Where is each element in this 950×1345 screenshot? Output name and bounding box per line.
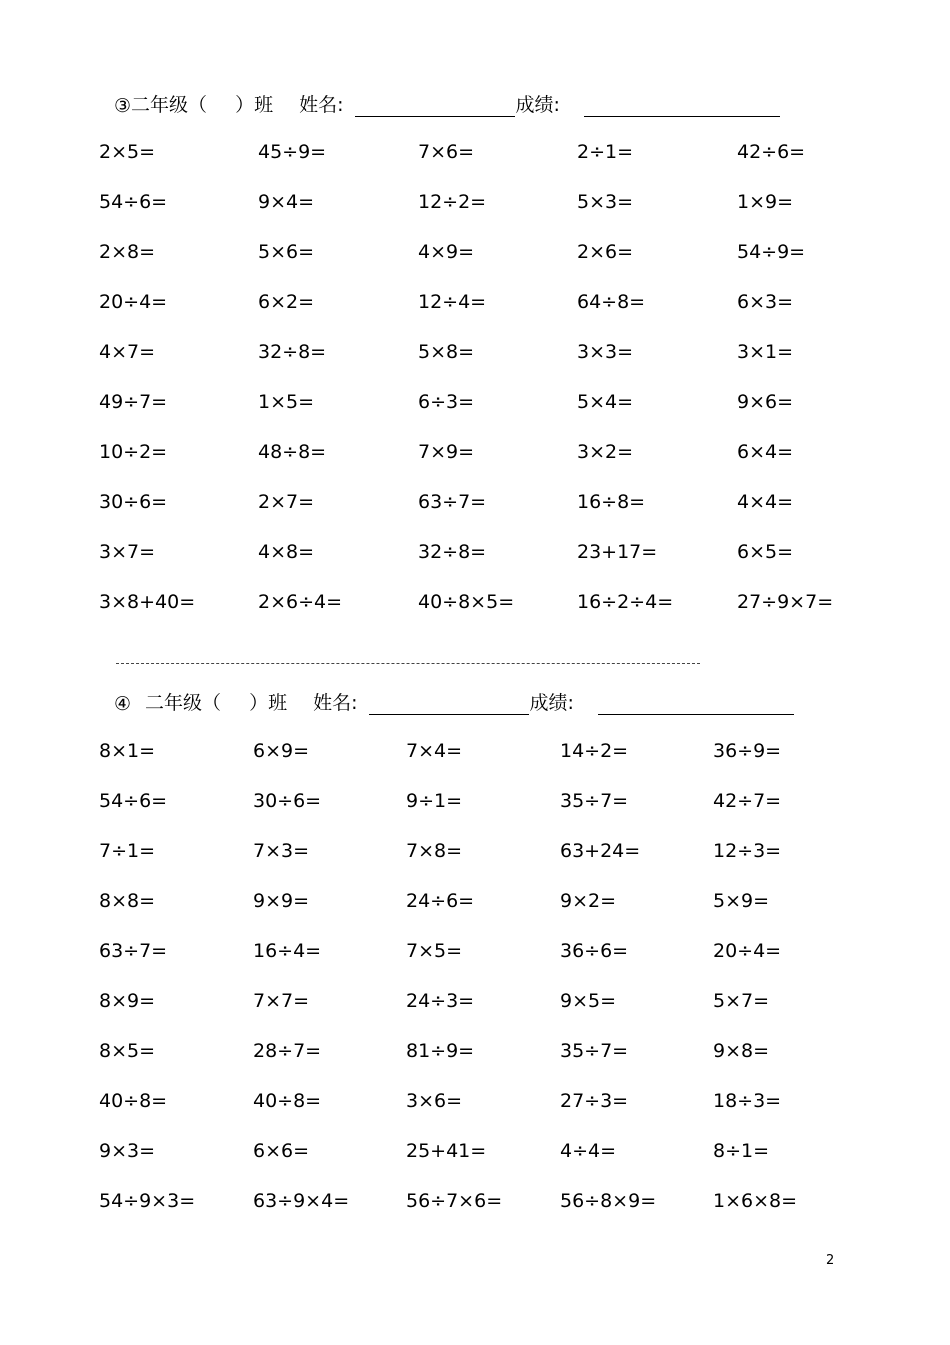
- math-problem: 63÷7=: [418, 491, 487, 513]
- name-blank[interactable]: [369, 694, 529, 715]
- math-problem: 7×9=: [418, 441, 475, 463]
- math-problem: 3×8+40=: [99, 591, 196, 613]
- math-problem: 7×4=: [406, 740, 463, 762]
- math-problem: 9×9=: [253, 890, 310, 912]
- math-problem: 9×2=: [560, 890, 617, 912]
- math-problem: 24÷3=: [406, 990, 475, 1012]
- grade-label: 二年级（: [145, 692, 222, 714]
- math-problem: 25+41=: [406, 1140, 487, 1162]
- math-problem: 20÷4=: [99, 291, 168, 313]
- math-problem: 40÷8=: [253, 1090, 322, 1112]
- math-problem: 24÷6=: [406, 890, 475, 912]
- math-problem: 28÷7=: [253, 1040, 322, 1062]
- math-problem: 23+17=: [577, 541, 658, 563]
- math-problem: 63÷9×4=: [253, 1190, 350, 1212]
- section-number: ③: [114, 95, 132, 117]
- math-problem: 42÷7=: [713, 790, 782, 812]
- math-problem: 9÷1=: [406, 790, 463, 812]
- math-problem: 7×8=: [406, 840, 463, 862]
- math-problem: 54÷9×3=: [99, 1190, 196, 1212]
- grade-label: 二年级（: [131, 94, 208, 116]
- score-blank[interactable]: [584, 96, 780, 117]
- worksheet-header-4: [114, 688, 794, 715]
- math-problem: 56÷8×9=: [560, 1190, 657, 1212]
- math-problem: 8×5=: [99, 1040, 156, 1062]
- section-divider: [116, 663, 700, 664]
- math-problem: 3×2=: [577, 441, 634, 463]
- math-problem: 3×1=: [737, 341, 794, 363]
- math-problem: 7×7=: [253, 990, 310, 1012]
- math-problem: 7×3=: [253, 840, 310, 862]
- name-label: 姓名:: [313, 692, 358, 714]
- class-label: ）班: [249, 692, 288, 714]
- math-problem: 30÷6=: [99, 491, 168, 513]
- math-problem: 20÷4=: [713, 940, 782, 962]
- math-problem: 63+24=: [560, 840, 641, 862]
- math-problem: 30÷6=: [253, 790, 322, 812]
- math-problem: 54÷9=: [737, 241, 806, 263]
- math-problem: 42÷6=: [737, 141, 806, 163]
- math-problem: 6×2=: [258, 291, 315, 313]
- math-problem: 9×8=: [713, 1040, 770, 1062]
- math-problem: 16÷8=: [577, 491, 646, 513]
- math-problem: 10÷2=: [99, 441, 168, 463]
- name-blank[interactable]: [355, 96, 515, 117]
- math-problem: 35÷7=: [560, 1040, 629, 1062]
- math-problem: 6×6=: [253, 1140, 310, 1162]
- math-problem: 4÷4=: [560, 1140, 617, 1162]
- math-problem: 4×8=: [258, 541, 315, 563]
- math-problem: 7×5=: [406, 940, 463, 962]
- math-problem: 35÷7=: [560, 790, 629, 812]
- math-problem: 2×6=: [577, 241, 634, 263]
- math-problem: 40÷8=: [99, 1090, 168, 1112]
- math-problem: 3×3=: [577, 341, 634, 363]
- score-label: 成绩:: [529, 692, 574, 714]
- math-problem: 5×3=: [577, 191, 634, 213]
- math-problem: 5×4=: [577, 391, 634, 413]
- math-problem: 27÷9×7=: [737, 591, 834, 613]
- name-label: 姓名:: [299, 94, 344, 116]
- score-label: 成绩:: [515, 94, 560, 116]
- math-problem: 6×3=: [737, 291, 794, 313]
- math-problem: 63÷7=: [99, 940, 168, 962]
- page-number: 2: [826, 1253, 835, 1268]
- math-problem: 7×6=: [418, 141, 475, 163]
- score-blank[interactable]: [598, 694, 794, 715]
- math-problem: 14÷2=: [560, 740, 629, 762]
- math-problem: 9×3=: [99, 1140, 156, 1162]
- math-problem: 9×5=: [560, 990, 617, 1012]
- math-problem: 36÷6=: [560, 940, 629, 962]
- math-problem: 5×7=: [713, 990, 770, 1012]
- section-number: ④: [114, 693, 132, 715]
- math-problem: 2×8=: [99, 241, 156, 263]
- math-problem: 9×6=: [737, 391, 794, 413]
- math-problem: 64÷8=: [577, 291, 646, 313]
- math-problem: 2×5=: [99, 141, 156, 163]
- math-problem: 3×7=: [99, 541, 156, 563]
- math-problem: 48÷8=: [258, 441, 327, 463]
- math-problem: 5×8=: [418, 341, 475, 363]
- math-problem: 8×9=: [99, 990, 156, 1012]
- math-problem: 6÷3=: [418, 391, 475, 413]
- math-problem: 16÷4=: [253, 940, 322, 962]
- math-problem: 6×4=: [737, 441, 794, 463]
- math-problem: 7÷1=: [99, 840, 156, 862]
- math-problem: 27÷3=: [560, 1090, 629, 1112]
- math-problem: 16÷2÷4=: [577, 591, 674, 613]
- worksheet-header-3: [114, 90, 780, 117]
- math-problem: 56÷7×6=: [406, 1190, 503, 1212]
- math-problem: 4×4=: [737, 491, 794, 513]
- math-problem: 2×6÷4=: [258, 591, 343, 613]
- math-problem: 3×6=: [406, 1090, 463, 1112]
- math-problem: 36÷9=: [713, 740, 782, 762]
- math-problem: 18÷3=: [713, 1090, 782, 1112]
- class-label: ）班: [235, 94, 274, 116]
- math-problem: 5×6=: [258, 241, 315, 263]
- math-problem: 12÷4=: [418, 291, 487, 313]
- math-problem: 32÷8=: [258, 341, 327, 363]
- math-problem: 1×5=: [258, 391, 315, 413]
- math-problem: 32÷8=: [418, 541, 487, 563]
- math-problem: 1×6×8=: [713, 1190, 798, 1212]
- math-problem: 8÷1=: [713, 1140, 770, 1162]
- math-problem: 8×1=: [99, 740, 156, 762]
- math-problem: 1×9=: [737, 191, 794, 213]
- math-problem: 12÷2=: [418, 191, 487, 213]
- math-problem: 49÷7=: [99, 391, 168, 413]
- math-problem: 12÷3=: [713, 840, 782, 862]
- math-problem: 4×7=: [99, 341, 156, 363]
- math-problem: 45÷9=: [258, 141, 327, 163]
- math-problem: 5×9=: [713, 890, 770, 912]
- math-problem: 6×5=: [737, 541, 794, 563]
- math-problem: 81÷9=: [406, 1040, 475, 1062]
- math-problem: 2÷1=: [577, 141, 634, 163]
- math-problem: 8×8=: [99, 890, 156, 912]
- math-problem: 54÷6=: [99, 191, 168, 213]
- math-problem: 2×7=: [258, 491, 315, 513]
- math-problem: 40÷8×5=: [418, 591, 515, 613]
- math-problem: 9×4=: [258, 191, 315, 213]
- math-problem: 54÷6=: [99, 790, 168, 812]
- math-problem: 4×9=: [418, 241, 475, 263]
- math-problem: 6×9=: [253, 740, 310, 762]
